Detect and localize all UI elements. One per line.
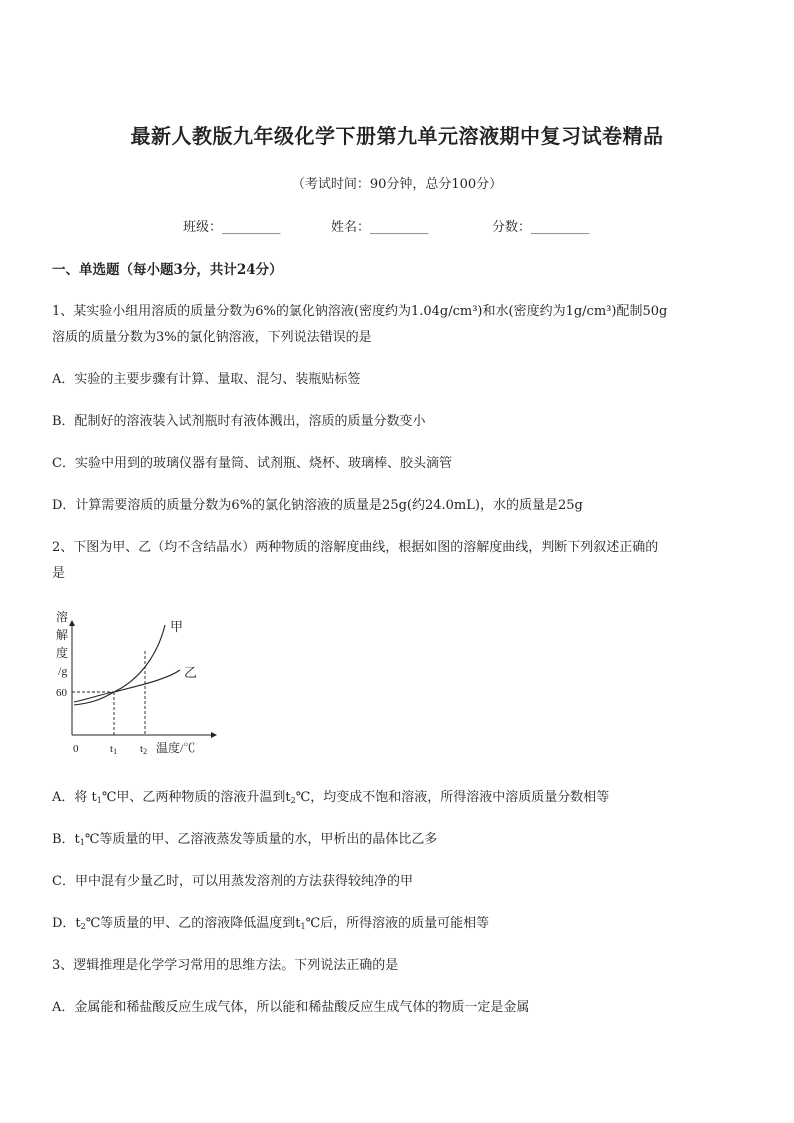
y-tick-60: 60 [56, 687, 67, 699]
curve-yi [74, 670, 180, 702]
q2-option-c: C．甲中混有少量乙时，可以用蒸发溶剂的方法获得较纯净的甲 [52, 874, 413, 889]
class-field: 班级：_________ [183, 220, 281, 235]
q1-option-a: A．实验的主要步骤有计算、量取、混匀、装瓶贴标签 [52, 372, 361, 387]
x-axis-label: 温度/℃ [156, 741, 196, 755]
solubility-graph [52, 603, 222, 763]
q1-option-c: C．实验中用到的玻璃仪器有量筒、试剂瓶、烧杯、玻璃棒、胶头滴管 [52, 456, 452, 471]
q2-option-b: B．$t_1℃$等质量的甲、乙溶液蒸发等质量的水，甲析出的晶体比乙多 [52, 832, 438, 847]
section-heading: 一、单选题（每小题3分，共计24分） [52, 262, 283, 278]
exam-info: （考试时间：90分钟，总分100分） [291, 177, 503, 192]
name-field: 姓名：_________ [331, 220, 429, 235]
q3-stem: 3、逻辑推理是化学学习常用的思维方法。下列说法正确的是 [52, 958, 399, 973]
y-label-1: 溶 [56, 610, 69, 624]
y-label-2: 解 [56, 628, 69, 642]
q1-stem-line1: 1、某实验小组用溶质的质量分数为6%的氯化钠溶液(密度约为1.04g/cm³)和水(密度约为1g/cm³)配制50g [52, 304, 668, 319]
curve-jia-label: 甲 [170, 619, 184, 634]
curve-jia [74, 625, 165, 705]
q2-stem-line2: 是 [52, 566, 66, 581]
origin-label: 0 [73, 743, 79, 755]
q2-option-a: A．将 $t_1℃$甲、乙两种物质的溶液升温到$t_2℃$，均变成不饱和溶液，所得溶液中溶质质量分数相等 [52, 790, 610, 805]
q1-option-d: D．计算需要溶质的质量分数为6%的氯化钠溶液的质量是25g(约24.0mL)，水的质量是25g [52, 498, 583, 513]
y-label-4: /g [58, 664, 68, 678]
score-field: 分数：_________ [492, 220, 590, 235]
y-label-3: 度 [56, 646, 69, 660]
q3-option-a: A．金属能和稀盐酸反应生成气体，所以能和稀盐酸反应生成气体的物质一定是金属 [52, 1000, 530, 1015]
q2-stem-line1: 2、下图为甲、乙（均不含结晶水）两种物质的溶解度曲线，根据如图的溶解度曲线，判断下列叙述正确的 [52, 540, 659, 555]
q2-option-d: D．$t_2℃$等质量的甲、乙的溶液降低温度到$t_1℃$后，所得溶液的质量可能相等 [52, 916, 490, 931]
t2-label: t2 [140, 743, 148, 756]
page-title: 最新人教版九年级化学下册第九单元溶液期中复习试卷精品 [130, 124, 664, 148]
t1-label: t1 [110, 743, 118, 756]
curve-yi-label: 乙 [184, 665, 198, 680]
q1-option-b: B．配制好的溶液装入试剂瓶时有液体溅出，溶质的质量分数变小 [52, 414, 426, 429]
q1-stem-line2: 溶质的质量分数为3%的氯化钠溶液，下列说法错误的是 [52, 330, 372, 345]
